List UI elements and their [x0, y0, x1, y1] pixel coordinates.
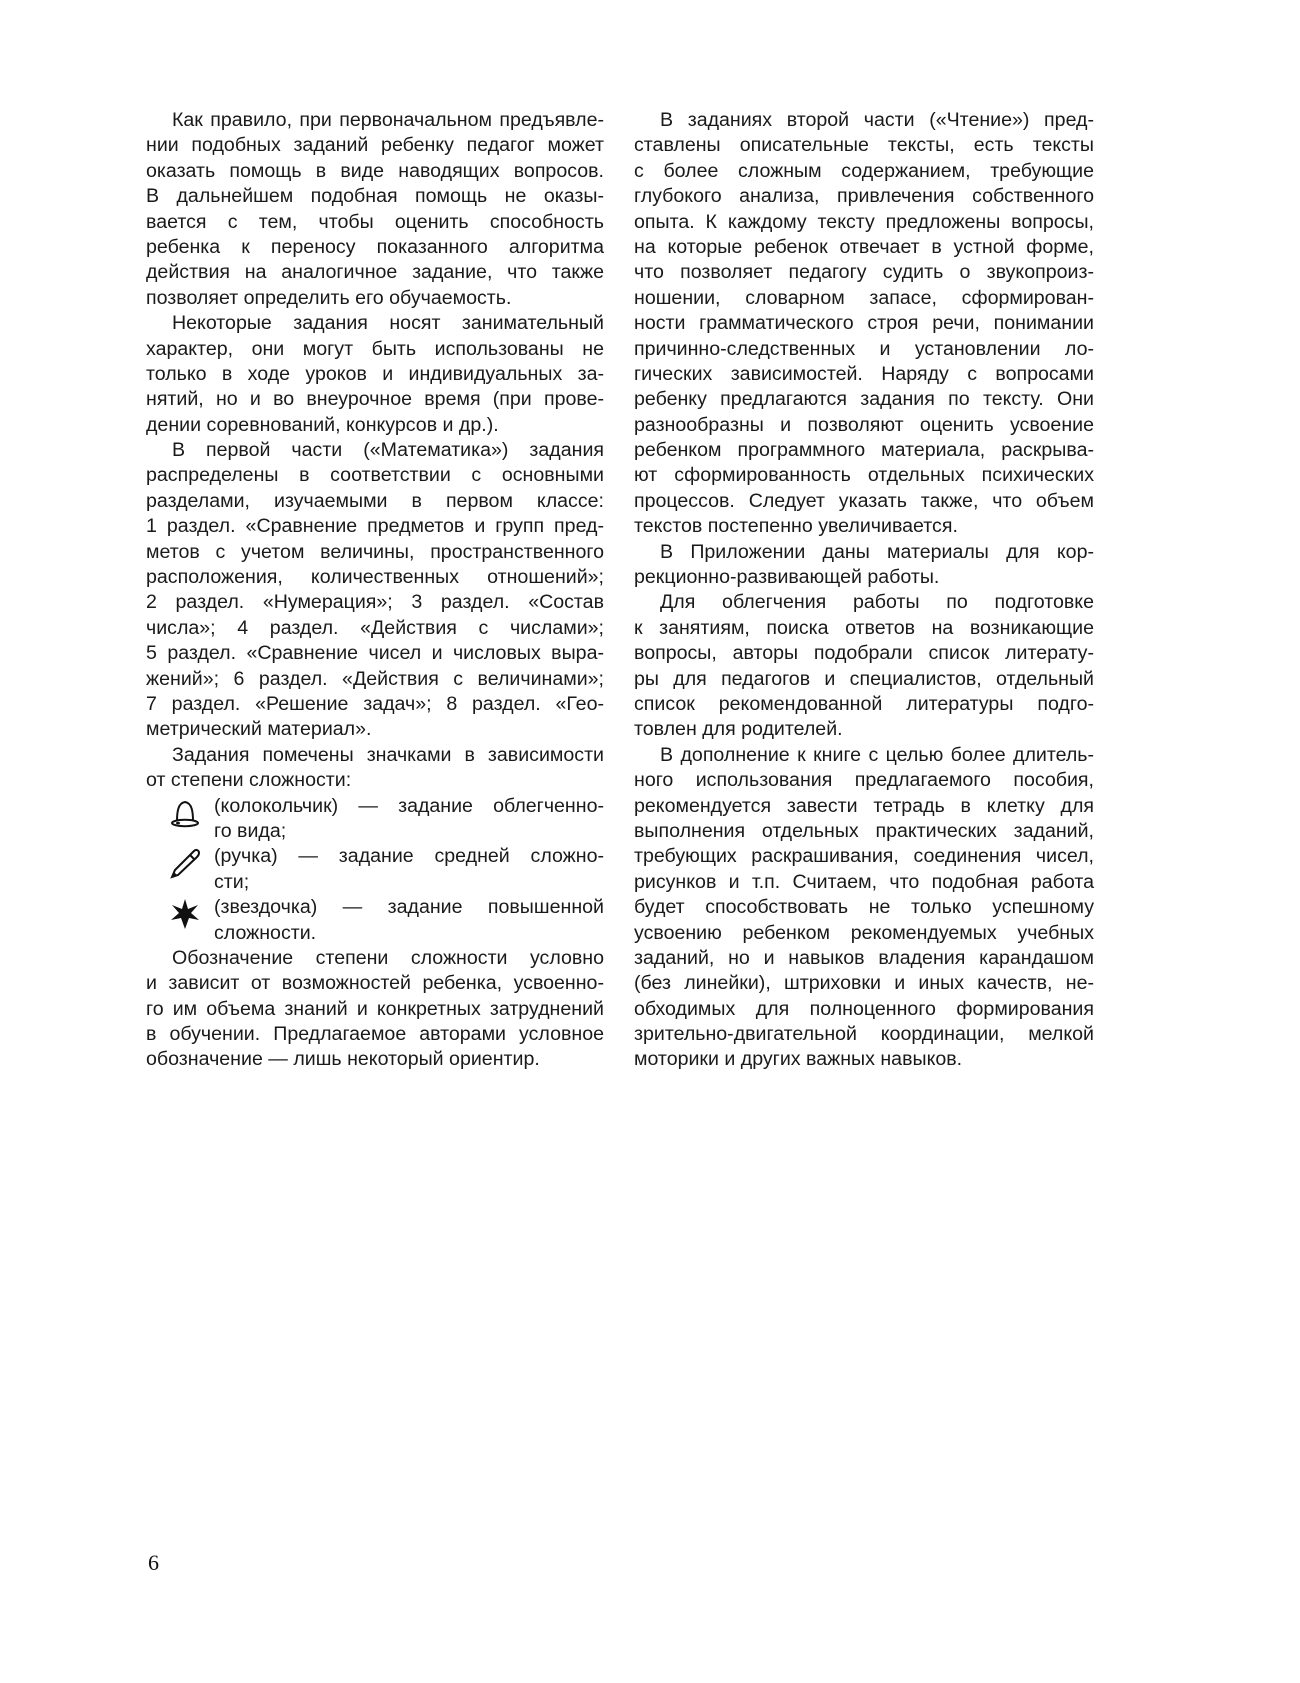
- legend-item-pen: [146, 844, 604, 895]
- text-line: го вида;: [214, 819, 287, 842]
- text-line: ют сформированность отдельных психических: [634, 464, 1094, 487]
- text-line: и зависит от возможностей ребенка, усвоенно-: [146, 972, 604, 995]
- text-line: метрический материал».: [146, 718, 372, 741]
- text-line: рисунков и т.п. Считаем, что подобная работа: [634, 870, 1094, 893]
- text-line: Обозначение степени сложности условно: [172, 946, 604, 969]
- text-line: оказать помощь в виде наводящих вопросов.: [146, 159, 604, 182]
- text-line: 1 раздел. «Сравнение предметов и групп пред-: [146, 515, 604, 538]
- text-line: сти;: [214, 870, 250, 893]
- star-icon: [168, 897, 202, 931]
- text-line: ношении, словарном запасе, сформирован-: [634, 286, 1094, 309]
- text-line: усвоению ребенком рекомендуемых учебных: [634, 921, 1094, 944]
- text-line: расположения, количественных отношений»;: [146, 566, 604, 589]
- text-line: товлен для родителей.: [634, 718, 843, 741]
- text-line: Задания помечены значками в зависимости: [172, 743, 604, 766]
- text-line: ного использования предлагаемого пособия,: [634, 769, 1094, 792]
- text-line: моторики и других важных навыков.: [634, 1048, 963, 1071]
- text-line: к занятиям, поиска ответов на возникающие: [634, 616, 1094, 639]
- text-line: сложности.: [214, 921, 317, 944]
- text-line: нии подобных заданий ребенку педагог может: [146, 134, 604, 157]
- text-line: разнообразны и позволяют оценить усвоение: [634, 413, 1094, 436]
- text-line: 5 раздел. «Сравнение чисел и числовых выра-: [146, 642, 604, 665]
- text-line: требующих раскрашивания, соединения чисел,: [634, 845, 1094, 868]
- text-line: вается с тем, чтобы оценить способность: [146, 210, 604, 233]
- pen-icon: [168, 846, 202, 880]
- right-column: [634, 108, 1094, 1073]
- text-line: нятий, но и во внеурочное время (при прове-: [146, 388, 604, 411]
- paragraph-guidance: [146, 108, 604, 311]
- text-line: разделами, изучаемыми в первом классе:: [146, 489, 604, 512]
- text-line: дении соревнований, конкурсов и др.).: [146, 413, 499, 436]
- text-line: метов с учетом величины, пространственного: [146, 540, 604, 563]
- text-line: (без линейки), штриховки и иных качеств, не-: [634, 972, 1094, 995]
- paragraph-conditional-marks: [146, 946, 604, 1073]
- text-line: ребенку предлагаются задания по тексту. Они: [634, 388, 1094, 411]
- text-line: список рекомендованной литературы подго-: [634, 692, 1094, 715]
- text-line: на которые ребенок отвечает в устной форме,: [634, 235, 1094, 258]
- text-line: вопросы, авторы подобрали список литерату-: [634, 642, 1094, 665]
- text-line: жений»; 6 раздел. «Действия с величинами»;: [146, 667, 604, 690]
- paragraph-literature: [634, 590, 1094, 742]
- text-line: го им объема знаний и конкретных затруднений: [146, 997, 604, 1020]
- text-line: действия на аналогичное задание, что также: [146, 261, 604, 284]
- text-line: ставлены описательные тексты, есть тексты: [634, 134, 1094, 157]
- paragraph-entertaining: [146, 311, 604, 438]
- text-line: обходимых для полноценного формирования: [634, 997, 1094, 1020]
- paragraph-reading-part: [634, 108, 1094, 540]
- page-number: 6: [148, 1550, 159, 1575]
- paragraph-appendix: [634, 540, 1094, 591]
- text-line: ности грамматического строя речи, понимании: [634, 312, 1094, 335]
- legend-item-star: [146, 895, 604, 946]
- paragraph-notebook: [634, 743, 1094, 1073]
- text-line: от степени сложности:: [146, 769, 352, 792]
- text-line: только в ходе уроков и индивидуальных за-: [146, 362, 604, 385]
- paragraph-marks-intro: [146, 743, 604, 794]
- text-line: характер, они могут быть использованы не: [146, 337, 604, 360]
- text-line: В дальнейшем подобная помощь не оказы-: [146, 185, 604, 208]
- text-line: опыта. К каждому тексту предложены вопросы,: [634, 210, 1094, 233]
- left-column: [146, 108, 604, 1073]
- difficulty-legend: [146, 794, 604, 946]
- text-line: (звездочка) — задание повышенной: [146, 895, 604, 920]
- text-line: рекционно-развивающей работы.: [634, 566, 940, 589]
- text-line: В заданиях второй части («Чтение») пред-: [660, 109, 1094, 131]
- text-line: текстов постепенно увеличивается.: [634, 515, 958, 538]
- text-line: Как правило, при первоначальном предъявле-: [172, 109, 604, 131]
- text-line: будет способствовать не только успешному: [634, 896, 1094, 919]
- paragraph-math-sections: [146, 438, 604, 743]
- text-line: обозначение — лишь некоторый ориентир.: [146, 1048, 540, 1071]
- text-line: в обучении. Предлагаемое авторами условное: [146, 1023, 604, 1046]
- text-line: что позволяет педагогу судить о звукопроиз-: [634, 261, 1094, 284]
- text-line: числа»; 4 раздел. «Действия с числами»;: [146, 616, 604, 639]
- text-line: причинно-следственных и установлении ло-: [634, 337, 1094, 360]
- text-line: (ручка) — задание средней сложно-: [146, 844, 604, 869]
- text-line: процессов. Следует указать также, что объем: [634, 489, 1094, 512]
- text-line: В дополнение к книге с целью более длитель-: [660, 743, 1094, 766]
- text-line: ребенка к переносу показанного алгоритма: [146, 235, 604, 258]
- text-line: рекомендуется завести тетрадь в клетку для: [634, 794, 1094, 817]
- text-line: распределены в соответствии с основными: [146, 464, 604, 487]
- text-line: глубокого анализа, привлечения собственного: [634, 185, 1094, 208]
- text-line: В Приложении даны материалы для кор-: [660, 540, 1094, 563]
- text-line: ребенком программного материала, раскрыва-: [634, 439, 1094, 462]
- text-line: В первой части («Математика») задания: [172, 439, 604, 462]
- legend-item-bell: [146, 794, 604, 845]
- text-line: Некоторые задания носят занимательный: [172, 312, 604, 335]
- text-line: 7 раздел. «Решение задач»; 8 раздел. «Гео-: [146, 692, 604, 715]
- text-line: зрительно-двигательной координации, мелкой: [634, 1023, 1094, 1046]
- bell-icon: [168, 796, 202, 830]
- text-line: заданий, но и навыков владения карандашом: [634, 946, 1094, 969]
- text-line: выполнения отдельных практических заданий,: [634, 819, 1094, 842]
- text-line: ры для педагогов и специалистов, отдельный: [634, 667, 1094, 690]
- text-line: с более сложным содержанием, требующие: [634, 159, 1094, 182]
- text-line: (колокольчик) — задание облегченно-: [146, 794, 604, 819]
- text-line: гических зависимостей. Наряду с вопросами: [634, 362, 1094, 385]
- text-line: позволяет определить его обучаемость.: [146, 286, 512, 309]
- text-line: Для облегчения работы по подготовке: [660, 591, 1094, 614]
- text-line: 2 раздел. «Нумерация»; 3 раздел. «Состав: [146, 591, 604, 614]
